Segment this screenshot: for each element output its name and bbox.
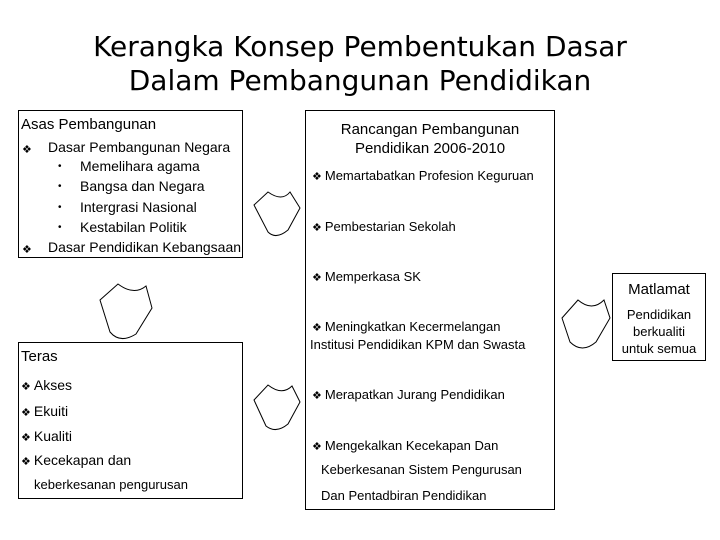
- asas-heading: Asas Pembangunan: [21, 116, 157, 133]
- teras-item-kualiti: ❖ Kualiti: [21, 428, 73, 444]
- rancangan-item-6: ❖ Mengekalkan Kecekapan Dan: [312, 438, 499, 453]
- bullet-diamond-icon: ❖: [21, 456, 31, 468]
- asas-subitem-2: Bangsa dan Negara: [80, 178, 205, 194]
- rancangan-item-6-line-2: Keberkesanan Sistem Pengurusan: [321, 462, 522, 477]
- asas-subitem-4: Kestabilan Politik: [80, 219, 187, 235]
- connector-asas-teras: [100, 284, 152, 339]
- asas-item-dasar-negara: Dasar Pembangunan Negara: [48, 139, 231, 155]
- rancangan-heading-line-1: Rancangan Pembangunan: [340, 121, 520, 138]
- matlamat-heading: Matlamat: [628, 281, 690, 298]
- rancangan-item-5: ❖ Merapatkan Jurang Pendidikan: [312, 387, 505, 402]
- connector-asas-rancangan: [254, 192, 300, 236]
- bullet-diamond-icon: ❖: [22, 244, 32, 256]
- rancangan-item-4-line-2: Institusi Pendidikan KPM dan Swasta: [310, 337, 526, 352]
- sub-bullet-icon: •: [58, 202, 62, 213]
- rancangan-item-6-line-3: Dan Pentadbiran Pendidikan: [321, 488, 487, 503]
- bullet-diamond-icon: ❖: [312, 222, 322, 234]
- sub-bullet-icon: •: [58, 161, 62, 172]
- teras-item-kecekapan: ❖ Kecekapan dan: [21, 452, 132, 468]
- rancangan-heading-line-2: Pendidikan 2006-2010: [354, 140, 506, 157]
- asas-subitem-1: Memelihara agama: [80, 158, 200, 174]
- rancangan-item-3: ❖ Memperkasa SK: [312, 269, 421, 284]
- bullet-diamond-icon: ❖: [312, 171, 322, 183]
- rancangan-item-1: ❖ Memartabatkan Profesion Keguruan: [312, 168, 534, 183]
- teras-item-akses: ❖ Akses: [21, 377, 72, 393]
- title-line-1: Kerangka Konsep Pembentukan Dasar: [93, 30, 627, 63]
- asas-subitem-3: Intergrasi Nasional: [80, 199, 197, 215]
- teras-heading: Teras: [21, 348, 58, 365]
- sub-bullet-icon: •: [58, 222, 62, 233]
- matlamat-line-2: berkualiti: [632, 324, 686, 339]
- asas-item-dasar-kebangsaan: Dasar Pendidikan Kebangsaan: [48, 239, 242, 255]
- rancangan-item-4: ❖ Meningkatkan Kecermelangan: [312, 319, 501, 334]
- connector-rancangan-matlamat: [562, 300, 610, 348]
- rancangan-item-2: ❖ Pembestarian Sekolah: [312, 219, 456, 234]
- sub-bullet-icon: •: [58, 181, 62, 192]
- connector-teras-rancangan: [254, 385, 300, 430]
- matlamat-line-1: Pendidikan: [626, 307, 692, 322]
- matlamat-line-3: untuk semua: [621, 341, 697, 356]
- teras-item-kecekapan-continuation: keberkesanan pengurusan: [34, 477, 188, 492]
- bullet-diamond-icon: ❖: [312, 272, 322, 284]
- teras-item-ekuiti: ❖ Ekuiti: [21, 403, 69, 419]
- bullet-diamond-icon: ❖: [21, 381, 31, 393]
- bullet-diamond-icon: ❖: [21, 407, 31, 419]
- title-line-2: Dalam Pembangunan Pendidikan: [128, 64, 592, 97]
- bullet-diamond-icon: ❖: [312, 322, 322, 334]
- bullet-diamond-icon: ❖: [22, 144, 32, 156]
- bullet-diamond-icon: ❖: [312, 441, 322, 453]
- bullet-diamond-icon: ❖: [21, 432, 31, 444]
- bullet-diamond-icon: ❖: [312, 390, 322, 402]
